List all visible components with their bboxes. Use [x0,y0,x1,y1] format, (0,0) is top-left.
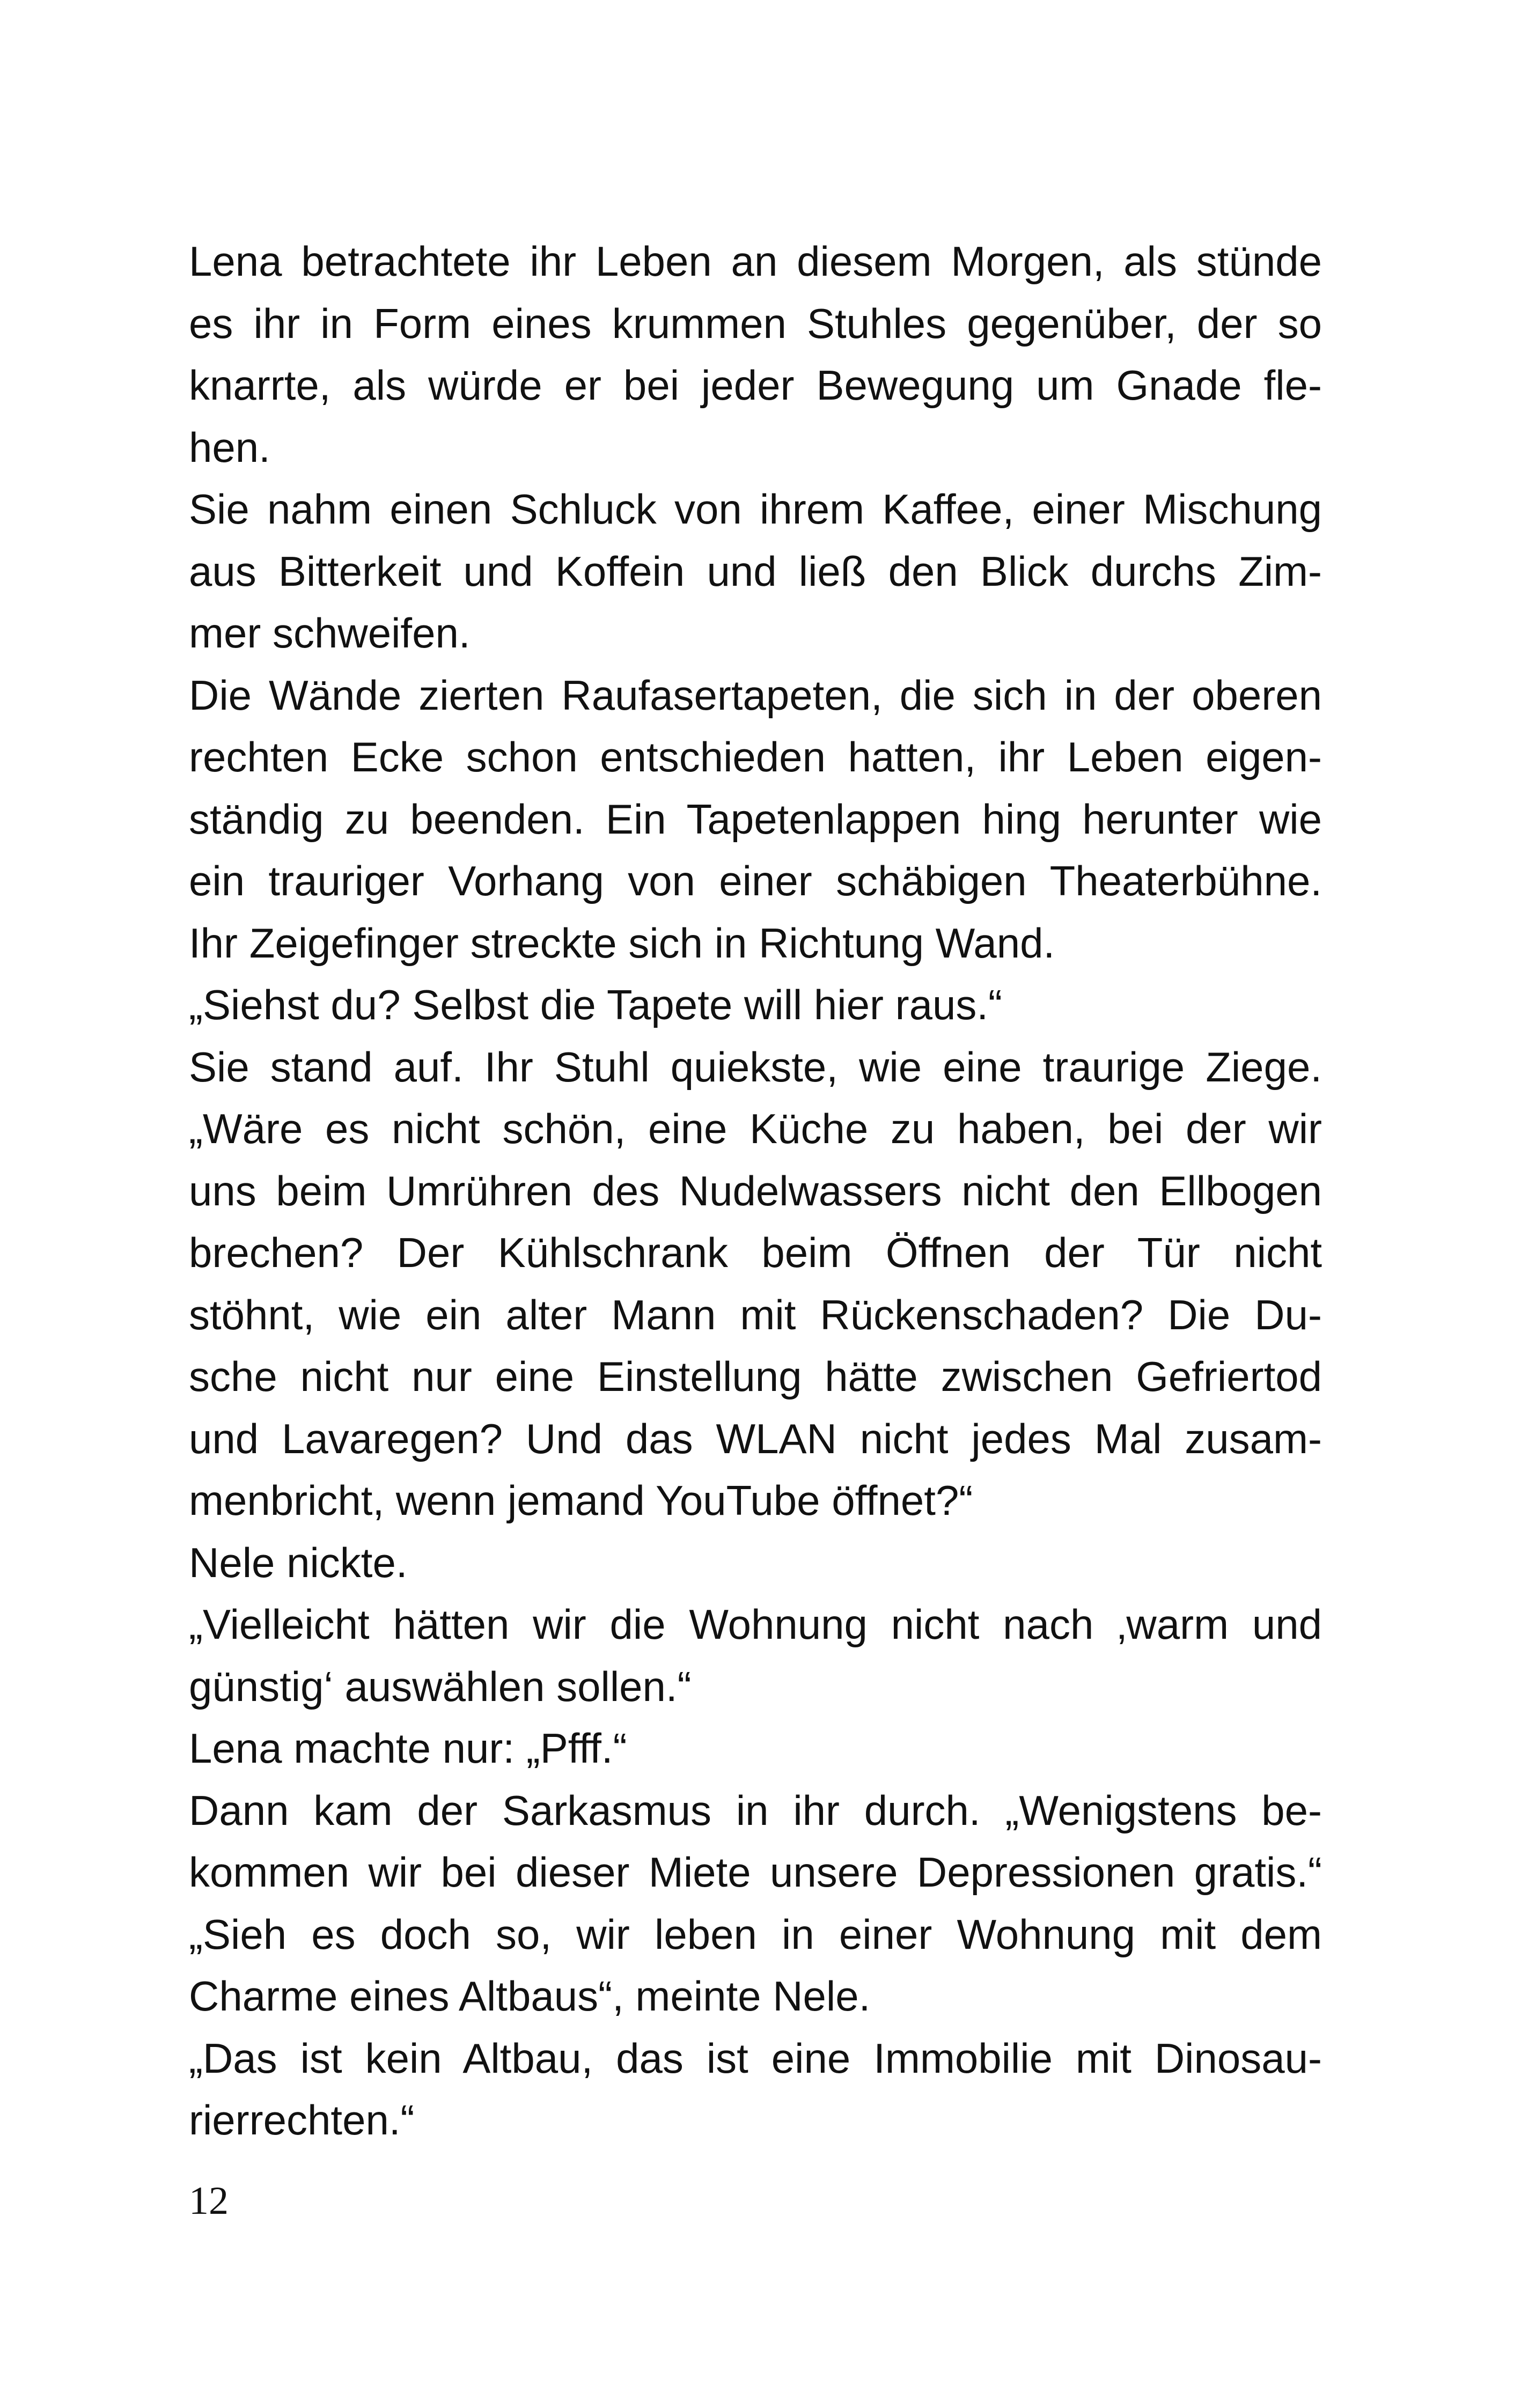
text-line: Die Wände zierten Raufasertapeten, die sich in der oberen [189,671,1322,719]
text-line: knarrte, als würde er bei jeder Bewegung um Gnade fle- [189,362,1322,409]
text-line: ständig zu beenden. Ein Tapetenlappen hing herunter wie [189,795,1322,843]
text-line: sche nicht nur eine Einstellung hätte zwischen Gefriertod [189,1353,1322,1400]
text-line: kommen wir bei dieser Miete unsere Depressionen gratis.“ [189,1849,1322,1896]
text-line: uns beim Umrühren des Nudelwassers nicht den Ellbogen [189,1167,1322,1214]
text-line: hen. [189,423,270,471]
text-line: Dann kam der Sarkasmus in ihr durch. „Wenigstens be- [189,1786,1322,1834]
text-line: rierrechten.“ [189,2096,415,2144]
text-line: stöhnt, wie ein alter Mann mit Rückenschaden? Die Du- [189,1291,1322,1338]
text-line: Sie nahm einen Schluck von ihrem Kaffee, einer Mischung [189,485,1322,533]
body-text [189,231,1322,2152]
text-line: Lena betrachtete ihr Leben an diesem Morgen, als stünde [189,238,1322,285]
text-line: mer schweifen. [189,609,471,657]
text-line: und Lavaregen? Und das WLAN nicht jedes Mal zusam- [189,1415,1322,1462]
text-line: aus Bitterkeit und Koffein und ließ den Blick durchs Zim- [189,547,1322,595]
text-line: Ihr Zeigefinger streckte sich in Richtung Wand. [189,919,1055,967]
text-line: „Wäre es nicht schön, eine Küche zu haben, bei der wir [189,1105,1322,1152]
text-line: Charme eines Altbaus“, meinte Nele. [189,1972,871,2020]
text-line: Sie stand auf. Ihr Stuhl quiekste, wie eine traurige Ziege. [189,1043,1322,1091]
text-line: „Vielleicht hätten wir die Wohnung nicht nach ‚warm und [189,1601,1322,1648]
text-line: „Siehst du? Selbst die Tapete will hier raus.“ [189,981,1003,1028]
text-line: brechen? Der Kühlschrank beim Öffnen der Tür nicht [189,1229,1322,1276]
text-line: es ihr in Form eines krummen Stuhles gegenüber, der so [189,299,1322,347]
text-line: Nele nickte. [189,1538,408,1586]
text-line: günstig‘ auswählen sollen.“ [189,1662,692,1710]
text-line: rechten Ecke schon entschieden hatten, ihr Leben eigen- [189,733,1322,780]
text-line: Lena machte nur: „Pfff.“ [189,1725,627,1772]
text-line: „Sieh es doch so, wir leben in einer Wohnung mit dem [189,1910,1322,1958]
text-line: „Das ist kein Altbau, das ist eine Immobilie mit Dinosau- [189,2034,1322,2082]
page-number: 12 [189,2179,229,2223]
text-line: ein trauriger Vorhang von einer schäbigen Theaterbühne. [189,857,1322,904]
text-line: menbricht, wenn jemand YouTube öffnet?“ [189,1477,973,1524]
